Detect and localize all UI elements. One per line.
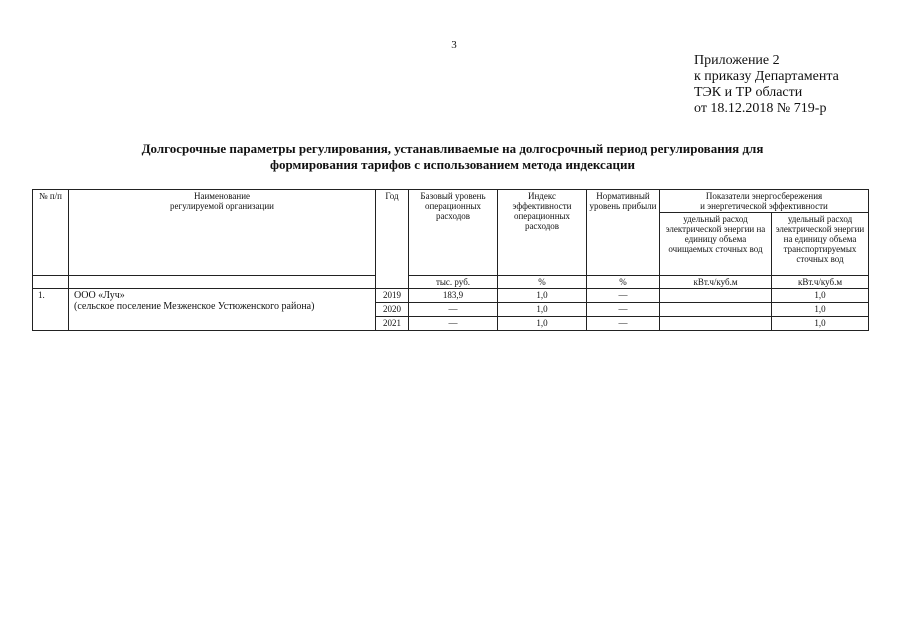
row-number: 1.	[33, 289, 69, 331]
header-base-level: Базовый уровень операционных расходов	[409, 190, 498, 276]
header-profit-level: Нормативный уровень прибыли	[587, 190, 660, 276]
header-org-line: регулируемой организации	[170, 201, 274, 211]
header-organization	[69, 190, 376, 276]
cell-efficiency-index: 1,0	[498, 289, 587, 303]
cell-base-level: 183,9	[409, 289, 498, 303]
units-row	[33, 276, 869, 289]
cell-energy-sub1	[660, 289, 772, 303]
cell-efficiency-index: 1,0	[498, 317, 587, 331]
header-row	[33, 190, 869, 213]
cell-energy-sub2: 1,0	[772, 317, 869, 331]
appendix-block	[694, 53, 839, 117]
appendix-line: Приложение 2	[694, 53, 780, 68]
cell-efficiency-index: 1,0	[498, 303, 587, 317]
header-energy-line: и энергетической эффективности	[700, 201, 828, 211]
units-organization	[69, 276, 376, 289]
parameters-table	[32, 189, 869, 331]
header-energy-group	[660, 190, 869, 213]
organization-name	[69, 289, 376, 331]
cell-profit-level: —	[587, 289, 660, 303]
appendix-line: к приказу Департамента	[694, 69, 839, 84]
cell-energy-sub2: 1,0	[772, 303, 869, 317]
title-line: Долгосрочные параметры регулирования, устанавливаемые на долгосрочный период регулирования для	[141, 141, 764, 156]
organization-location: (сельское поселение Мезженское Устюженского района)	[74, 301, 315, 312]
cell-energy-sub1	[660, 317, 772, 331]
page-number: 3	[451, 39, 457, 51]
units-profit-level: %	[587, 276, 660, 289]
appendix-line: ТЭК и ТР области	[694, 85, 803, 100]
units-base-level: тыс. руб.	[409, 276, 498, 289]
units-energy-sub1: кВт.ч/куб.м	[660, 276, 772, 289]
organization-title: ООО «Луч»	[74, 290, 125, 301]
header-year: Год	[376, 190, 409, 289]
header-energy-sub2: удельный расход электрической энергии на единицу объема транспортируемых сточных вод	[772, 213, 869, 276]
cell-year: 2020	[376, 303, 409, 317]
cell-profit-level: —	[587, 317, 660, 331]
cell-energy-sub1	[660, 303, 772, 317]
header-org-line: Наименование	[193, 191, 251, 201]
table-row	[33, 289, 869, 303]
document-title	[60, 141, 845, 173]
header-num: № п/п	[33, 190, 69, 276]
units-energy-sub2: кВт.ч/куб.м	[772, 276, 869, 289]
cell-energy-sub2: 1,0	[772, 289, 869, 303]
cell-base-level: —	[409, 317, 498, 331]
appendix-line: от 18.12.2018 № 719-р	[694, 101, 827, 116]
cell-profit-level: —	[587, 303, 660, 317]
units-num	[33, 276, 69, 289]
header-energy-line: Показатели энергосбережения	[705, 191, 823, 201]
cell-base-level: —	[409, 303, 498, 317]
units-efficiency-index: %	[498, 276, 587, 289]
header-efficiency-index: Индекс эффективности операционных расходов	[498, 190, 587, 276]
cell-year: 2021	[376, 317, 409, 331]
header-energy-sub1: удельный расход электрической энергии на единицу объема очищаемых сточных вод	[660, 213, 772, 276]
cell-year: 2019	[376, 289, 409, 303]
title-line: формирования тарифов с использованием метода индексации	[270, 157, 635, 172]
